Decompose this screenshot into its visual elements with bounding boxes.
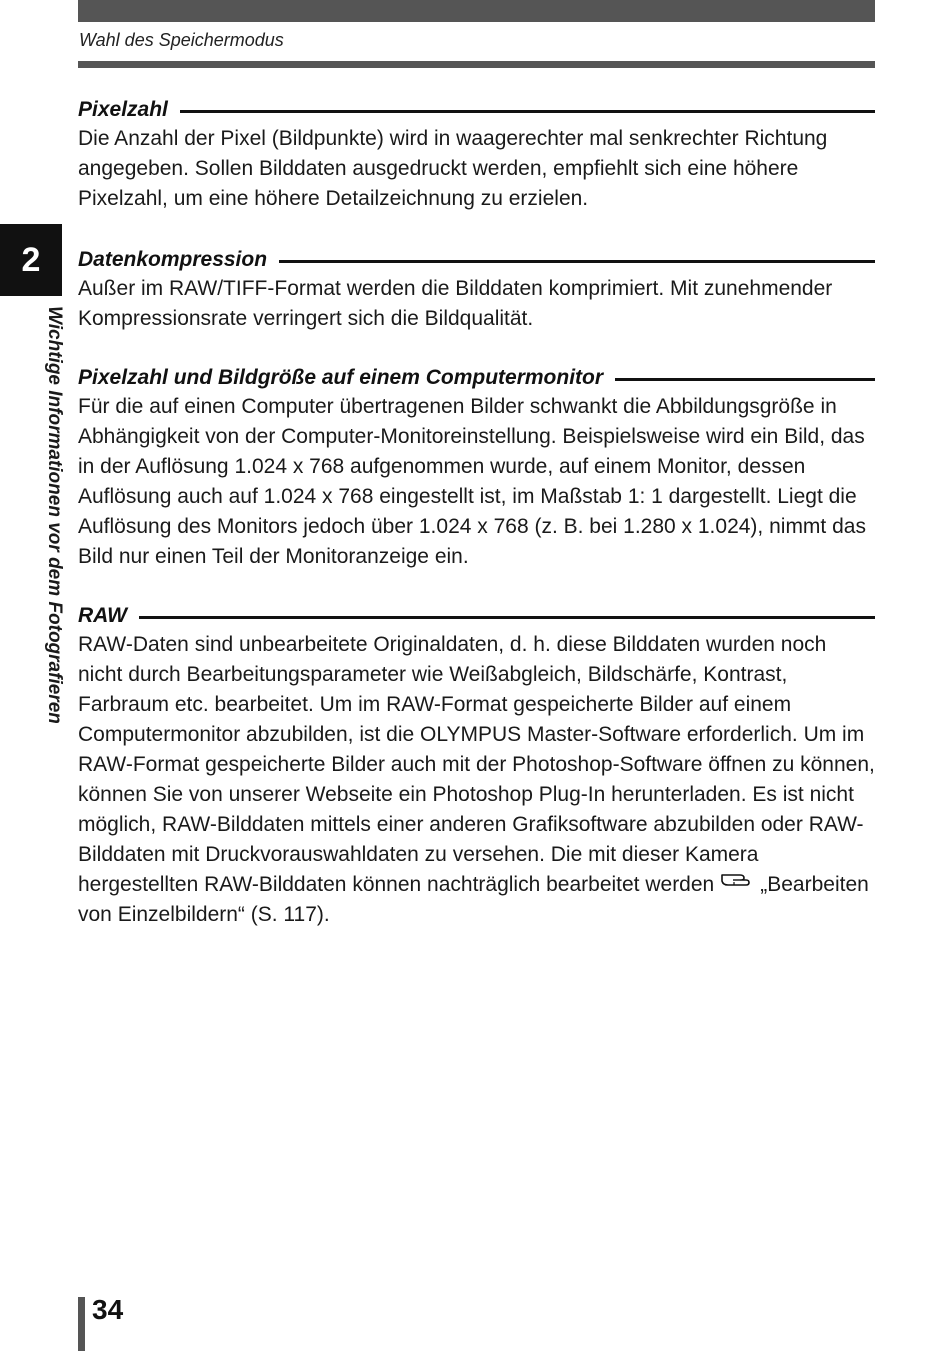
section-body-raw [78,630,875,930]
page-number: 34 [92,1294,124,1325]
section-heading-text: Pixelzahl [78,98,168,121]
header-rule [78,61,875,68]
page-number-bar [78,1297,85,1351]
section-heading-rule [180,110,875,113]
pointing-hand-icon [720,868,752,898]
chapter-side-label-text: Wichtige Informationen vor dem Fotografieren [44,306,65,724]
section-heading-computermonitor [78,364,875,392]
section-heading-datenkompression [78,246,875,274]
chapter-side-label [42,306,66,786]
page-content [78,96,875,930]
section-heading-text: RAW [78,604,127,627]
cross-reference-link[interactable]: „Bearbeiten von Einzelbildern“ (S. 117). [78,873,869,927]
running-header-title: Wahl des Speichermodus [79,30,284,50]
section-heading-rule [279,260,875,263]
section-body-datenkompression: Außer im RAW/TIFF-Format werden die Bilddaten komprimiert. Mit zunehmender Kompressionsrate verringert sich die Bildqualität. [78,277,833,330]
section-heading-rule [139,616,875,619]
section-body-computermonitor: Für die auf einen Computer übertragenen Bilder schwankt die Abbildungsgröße in Abhängigkeit von der Computer-Monitoreinstellung. Beispielsweise wird ein Bild, das in der Auflösung 1.024 x 768 aufgenommen wurde, auf einem Monitor, dessen Auflösung auch auf 1.024 x 768 eingestellt ist, im Maßstab 1: 1 dargestellt. Liegt die Auflösung des Monitors jedoch über 1.024 x 768 (z. B. bei 1.280 x 1.024), nimmt das Bild nur einen Teil der Monitoranzeige ein. [78,395,866,568]
section-body-pixelzahl: Die Anzahl der Pixel (Bildpunkte) wird in waagerechter mal senkrechter Richtung angegeben. Sollen Bilddaten ausgedruckt werden, empfiehlt sich eine höhere Pixelzahl, um eine höhere Detailzeichnung zu erzielen. [78,127,828,210]
section-body-raw-text: RAW-Daten sind unbearbeitete Originaldaten, d. h. diese Bilddaten wurden noch nicht durch Bearbeitungsparameter wie Weißabgleich, Bildschärfe, Kontrast, Farbraum etc. bearbeitet. Um im RAW-Format gespeicherte Bilder auf einem Computermonitor abzubilden, ist die OLYMPUS Master-Software erforderlich. Um im RAW-Format gespeicherte Bilder auch mit der Photoshop-Software öffnen zu können, können Sie von unserer Webseite ein Photoshop Plug-In herunterladen. Es ist nicht möglich, RAW-Bilddaten mittels einer anderen Grafiksoftware abzubilden oder RAW-Bilddaten mit Druckvorauswahldaten zu versehen. Die mit dieser Kamera hergestellten RAW-Bilddaten können nachträglich bearbeitet werden [78,633,875,896]
section-heading-raw [78,602,875,630]
header-top-bar [78,0,875,22]
chapter-number-tab: 2 [0,224,62,296]
section-heading-pixelzahl [78,96,875,124]
section-heading-rule [615,378,875,381]
section-heading-text: Pixelzahl und Bildgröße auf einem Computermonitor [78,366,604,389]
section-heading-text: Datenkompression [78,248,268,271]
